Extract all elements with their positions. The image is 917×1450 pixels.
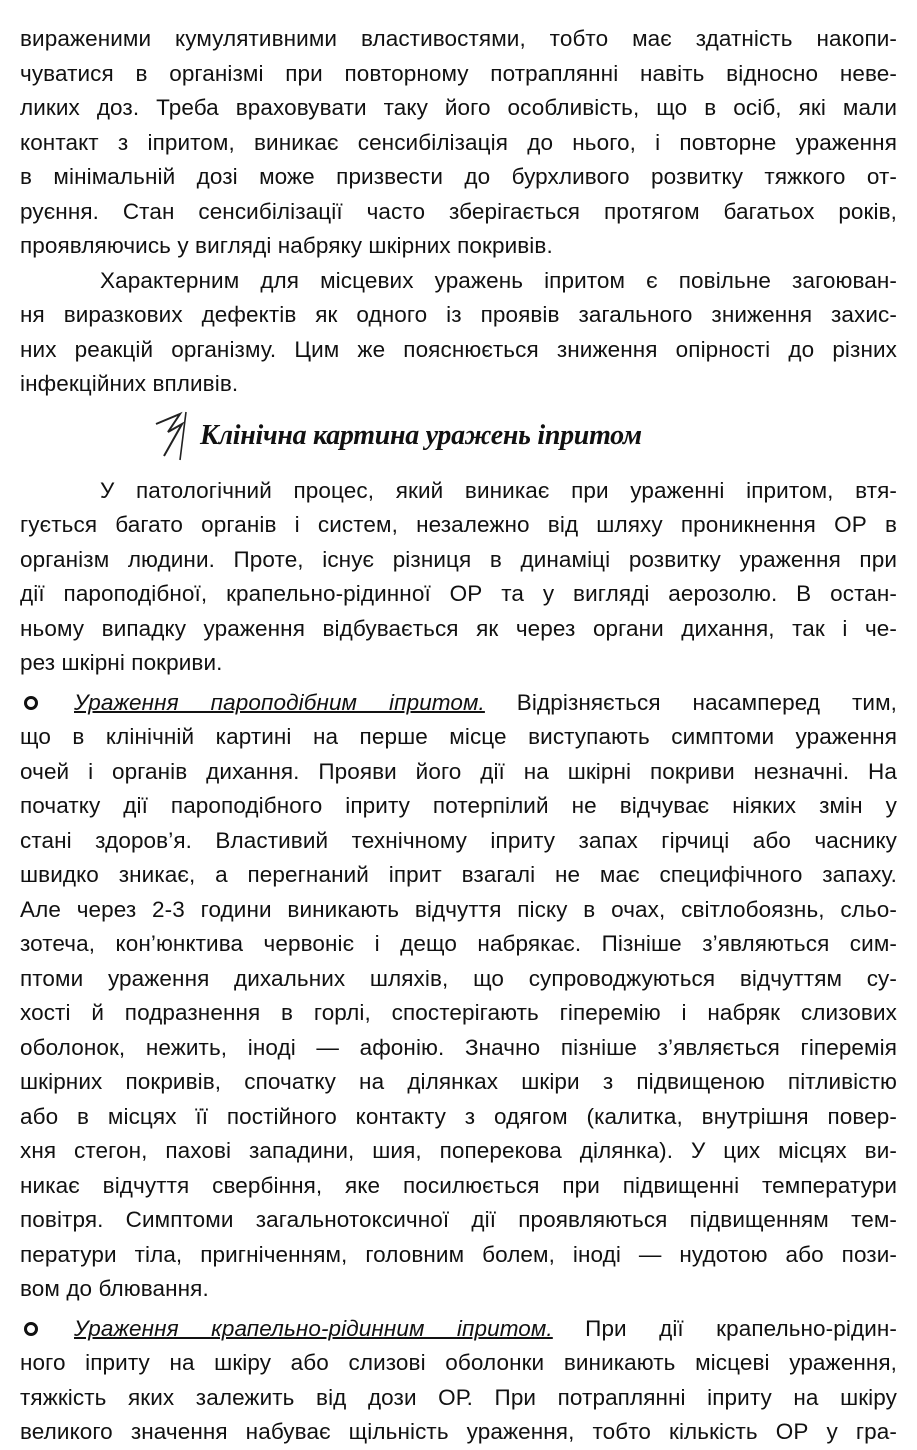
paragraph-sensitization bbox=[20, 22, 897, 264]
bullet-text-rest: При дії крапельно-рідин- bbox=[552, 1315, 897, 1341]
text-line: никає відчуття свербіння, яке посилюється при підвищенні температури bbox=[20, 1172, 897, 1198]
paragraph-pathology bbox=[20, 474, 897, 681]
bullet-line bbox=[20, 686, 897, 721]
text-line: в мінімальній дозі може призвести до бурхливого розвитку тяжкого от- bbox=[20, 164, 897, 189]
text-line: зотеча, кон’юнктива червоніє і дещо набрякає. Пізніше з’являються сим- bbox=[20, 931, 897, 956]
text-line: повітря. Симптоми загальнотоксичної дії проявляються підвищенням тем- bbox=[20, 1207, 897, 1232]
text-line: хості й подразнення в горлі, спостерігають гіперемію і набряк слизових bbox=[20, 1000, 897, 1025]
text-line: інфекційних впливів. bbox=[20, 371, 239, 396]
bullet-text bbox=[74, 686, 897, 721]
text-line: ня виразкових дефектів як одного із проявів загального зниження захис- bbox=[20, 302, 897, 327]
bullet-icon bbox=[24, 1322, 38, 1336]
handwritten-margin-mark-icon bbox=[150, 410, 200, 464]
text-line: або в місцях її постійного контакту з одягом (калитка, внутрішня повер- bbox=[20, 1103, 897, 1129]
text-line: дії пароподібної, крапельно-рідинної ОР та у вигляді аерозолю. В остан- bbox=[20, 581, 897, 606]
text-line: Характерним для місцевих уражень іпритом є повільне загоюван- bbox=[100, 267, 897, 293]
paragraph-healing bbox=[20, 264, 897, 402]
bullet-line bbox=[20, 1312, 897, 1347]
text-line: хня стегон, пахові западини, шия, поперекова ділянка). У цих місцях ви- bbox=[20, 1138, 897, 1163]
section-vapor-lesion bbox=[20, 686, 897, 1307]
text-line: організм людини. Проте, існує різниця в динаміці розвитку ураження при bbox=[20, 546, 897, 572]
bullet-text bbox=[74, 1312, 897, 1347]
text-line: гується багато органів і систем, незалежно від шляху проникнення ОР в bbox=[20, 512, 897, 537]
text-line: контакт з іпритом, виникає сенсибілізація до нього, і повторне ураження bbox=[20, 129, 897, 155]
bullet-text-rest: Відрізняється насамперед тим, bbox=[484, 689, 897, 715]
text-line: початку дії пароподібного іприту потерпілий не відчуває ніяких змін у bbox=[20, 793, 897, 818]
subsection-title: Ураження пароподібним іпритом. bbox=[74, 689, 485, 715]
text-line: рез шкірні покриви. bbox=[20, 650, 223, 675]
section-heading-row bbox=[20, 408, 897, 470]
text-line: вом до блювання. bbox=[20, 1276, 209, 1301]
section-heading: Клінічна картина уражень іпритом bbox=[200, 419, 642, 451]
section-liquid-lesion bbox=[20, 1312, 897, 1450]
text-line: птоми ураження дихальних шляхів, що супроводжуються відчуттям су- bbox=[20, 965, 897, 991]
text-line: шкірних покривів, спочатку на ділянках шкіри з підвищеною пітливістю bbox=[20, 1069, 897, 1094]
text-line: оболонок, нежить, іноді — афонію. Значно пізніше з’являється гіперемія bbox=[20, 1034, 897, 1060]
text-line: очей і органів дихання. Прояви його дії на шкірні покриви незначні. На bbox=[20, 758, 897, 784]
text-line: У патологічний процес, який виникає при ураженні іпритом, втя- bbox=[100, 477, 897, 503]
text-line: руєння. Стан сенсибілізації часто зберігається протягом багатьох років, bbox=[20, 198, 897, 224]
text-line: чуватися в організмі при повторному потраплянні навіть відносно неве- bbox=[20, 60, 897, 86]
text-line: вираженими кумулятивними властивостями, тобто має здатність накопи- bbox=[20, 26, 897, 51]
bullet-icon bbox=[24, 696, 38, 710]
text-line: проявляючись у вигляді набряку шкірних покривів. bbox=[20, 233, 553, 258]
text-line: стані здоров’я. Властивий технічному іприту запах гірчиці або часнику bbox=[20, 827, 897, 853]
text-line: Але через 2-3 години виникають відчуття піску в очах, світлобоязнь, сльо- bbox=[20, 896, 897, 922]
text-line: ликих доз. Треба враховувати таку його особливість, що в осіб, які мали bbox=[20, 95, 897, 120]
text-line: ного іприту на шкіру або слизові оболонки виникають місцеві ураження, bbox=[20, 1350, 897, 1375]
text-line: швидко зникає, а перегнаний іприт взагалі не має специфічного запаху. bbox=[20, 862, 897, 887]
text-line: них реакцій організму. Цим же пояснюється зниження опірності до різних bbox=[20, 336, 897, 362]
text-line: що в клінічній картині на перше місце виступають симптоми ураження bbox=[20, 724, 897, 749]
text-line: великого значення набуває щільність ураження, тобто кількість ОР у гра- bbox=[20, 1419, 897, 1444]
subsection-title: Ураження крапельно-рідинним іпритом. bbox=[74, 1315, 553, 1341]
text-line: тяжкість яких залежить від дози ОР. При потраплянні іприту на шкіру bbox=[20, 1384, 897, 1410]
text-line: ньому випадку ураження відбувається як через органи дихання, так і че- bbox=[20, 615, 897, 641]
text-line: ператури тіла, пригніченням, головним болем, іноді — нудотою або пози- bbox=[20, 1241, 897, 1267]
